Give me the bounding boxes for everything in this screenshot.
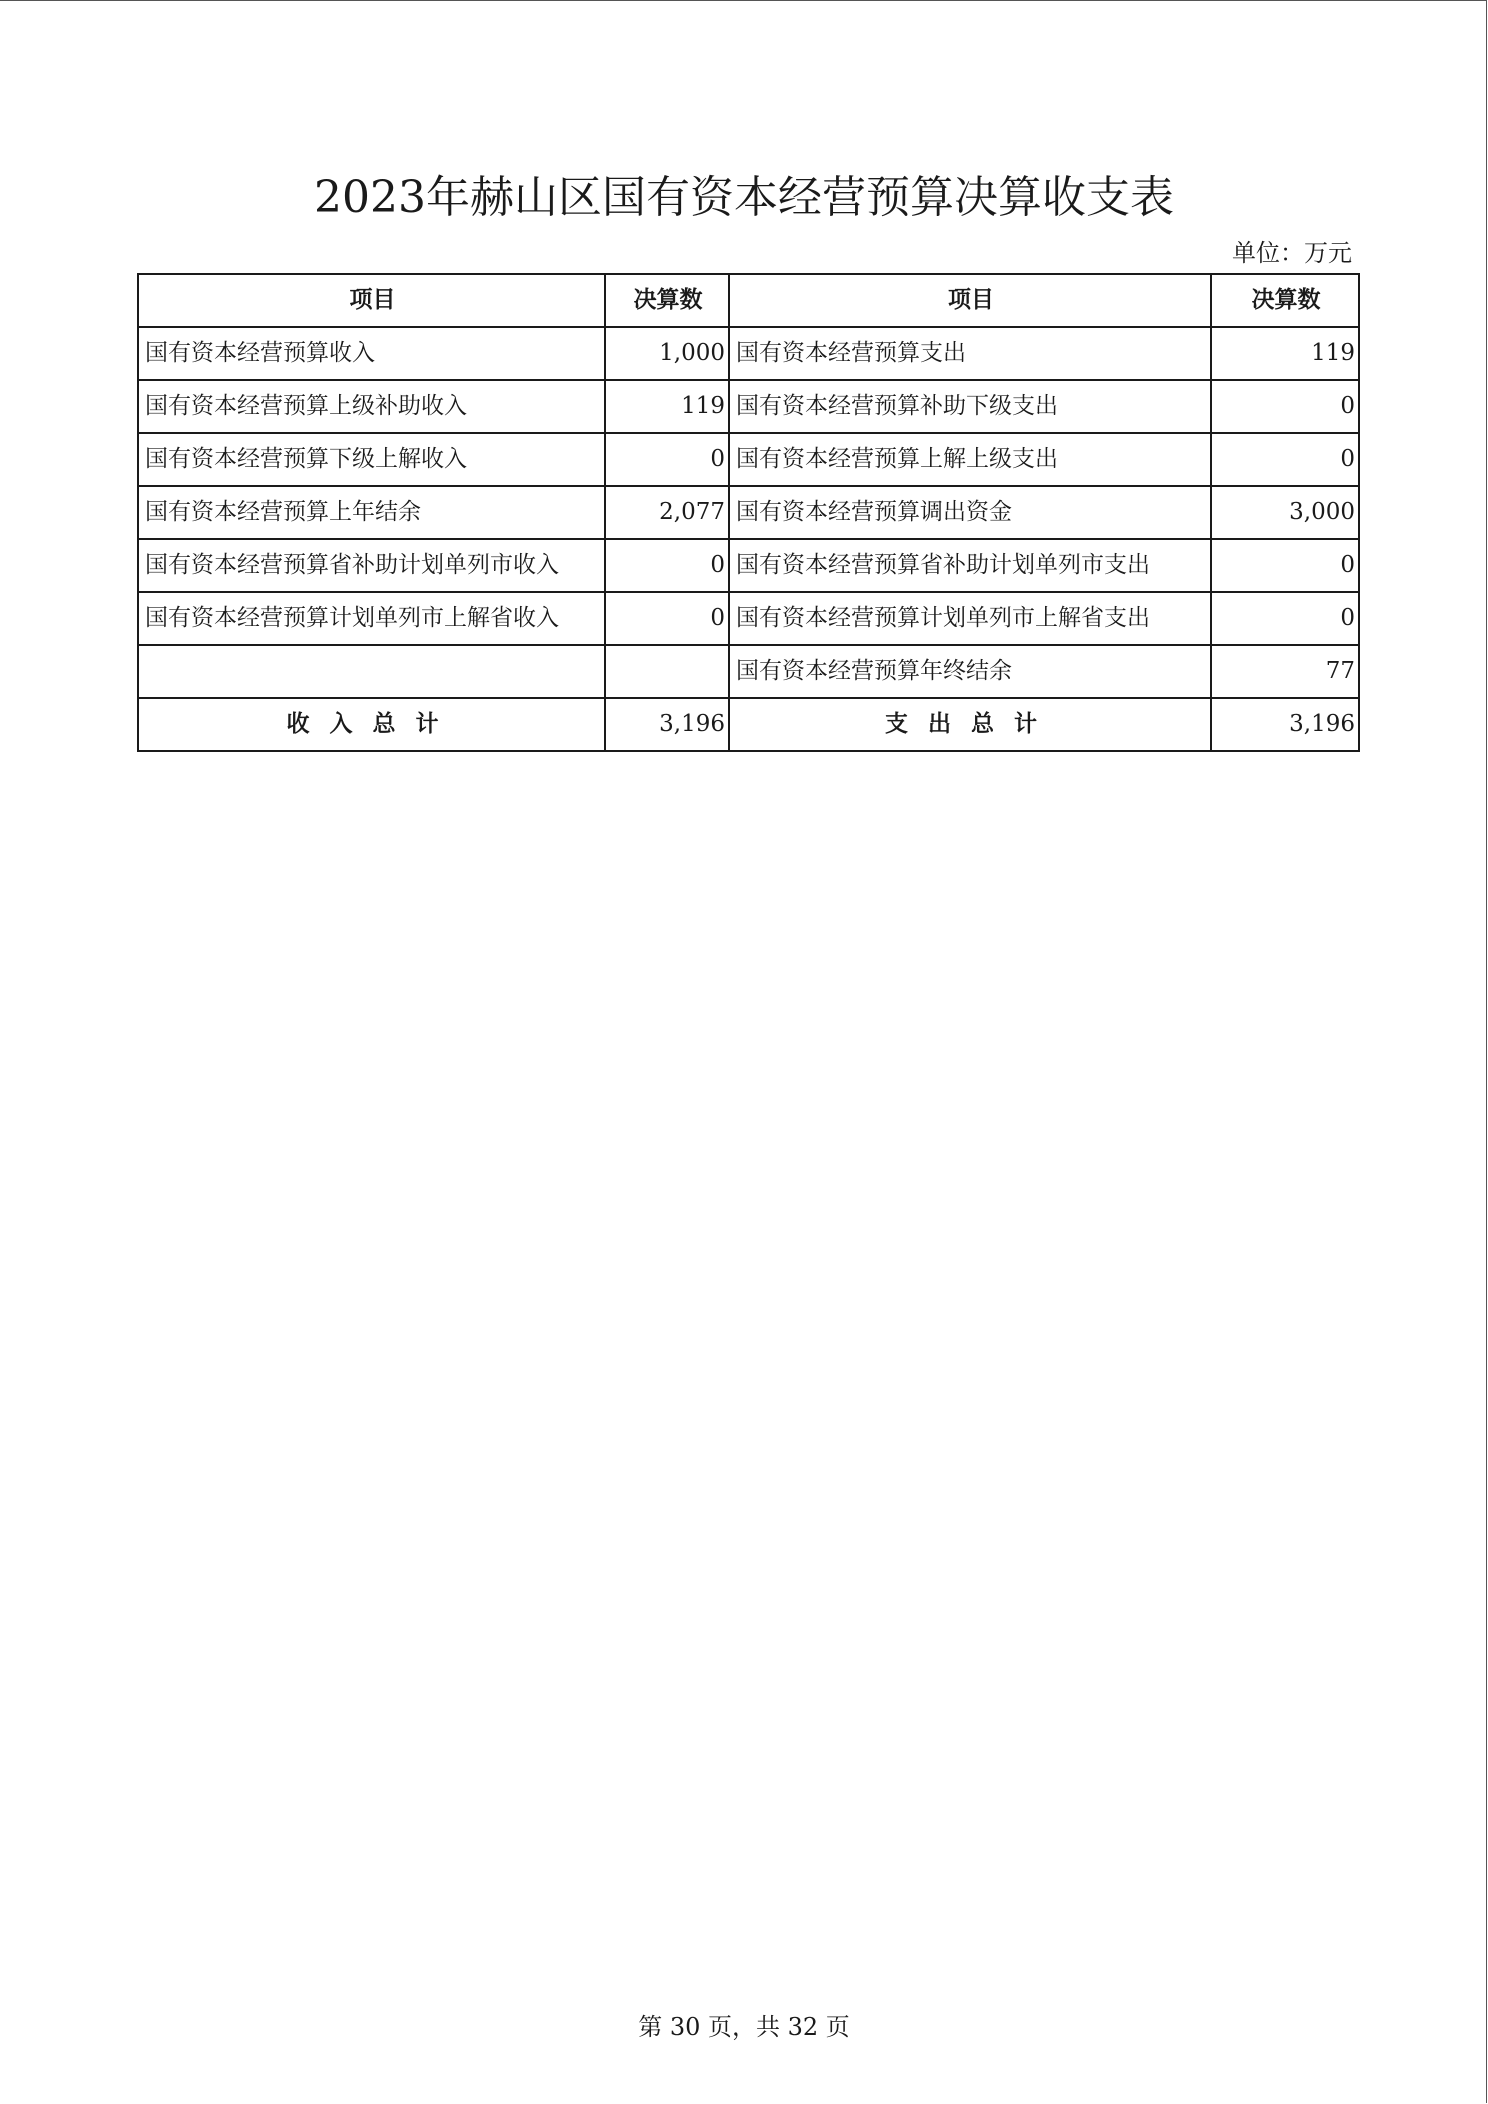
expense-total-amount: 3,196 [1211,698,1359,751]
expense-amount: 0 [1211,539,1359,592]
expense-item: 国有资本经营预算补助下级支出 [729,380,1211,433]
header-expense-item: 项目 [729,274,1211,327]
expense-amount: 3,000 [1211,486,1359,539]
income-amount: 2,077 [605,486,729,539]
expense-amount: 119 [1211,327,1359,380]
table-row [138,433,1359,486]
income-total-amount: 3,196 [605,698,729,751]
expense-item: 国有资本经营预算年终结余 [729,645,1211,698]
expense-amount: 77 [1211,645,1359,698]
expense-amount: 0 [1211,380,1359,433]
budget-table [137,273,1360,752]
income-item: 国有资本经营预算省补助计划单列市收入 [138,539,605,592]
header-income-item: 项目 [138,274,605,327]
expense-item: 国有资本经营预算支出 [729,327,1211,380]
income-item: 国有资本经营预算计划单列市上解省收入 [138,592,605,645]
expense-item: 国有资本经营预算上解上级支出 [729,433,1211,486]
table-row [138,539,1359,592]
expense-item: 国有资本经营预算调出资金 [729,486,1211,539]
income-item: 国有资本经营预算下级上解收入 [138,433,605,486]
income-amount [605,645,729,698]
expense-amount: 0 [1211,592,1359,645]
table-row [138,592,1359,645]
expense-amount: 0 [1211,433,1359,486]
income-item: 国有资本经营预算上级补助收入 [138,380,605,433]
table-row [138,380,1359,433]
unit-label: 单位：万元 [1232,239,1352,267]
income-amount: 0 [605,433,729,486]
header-expense-amount: 决算数 [1211,274,1359,327]
table-header-row [138,274,1359,327]
table-row [138,327,1359,380]
income-item: 国有资本经营预算收入 [138,327,605,380]
expense-item: 国有资本经营预算省补助计划单列市支出 [729,539,1211,592]
table-row [138,645,1359,698]
income-item [138,645,605,698]
income-amount: 119 [605,380,729,433]
income-total-label: 收入总计 [138,698,605,751]
income-item: 国有资本经营预算上年结余 [138,486,605,539]
page-footer: 第 30 页，共 32 页 [638,2013,850,2041]
income-amount: 0 [605,592,729,645]
header-income-amount: 决算数 [605,274,729,327]
table-row [138,486,1359,539]
totals-row [138,698,1359,751]
expense-total-label: 支出总计 [729,698,1211,751]
expense-item: 国有资本经营预算计划单列市上解省支出 [729,592,1211,645]
income-amount: 1,000 [605,327,729,380]
page-title: 2023年赫山区国有资本经营预算决算收支表 [314,172,1174,223]
income-amount: 0 [605,539,729,592]
